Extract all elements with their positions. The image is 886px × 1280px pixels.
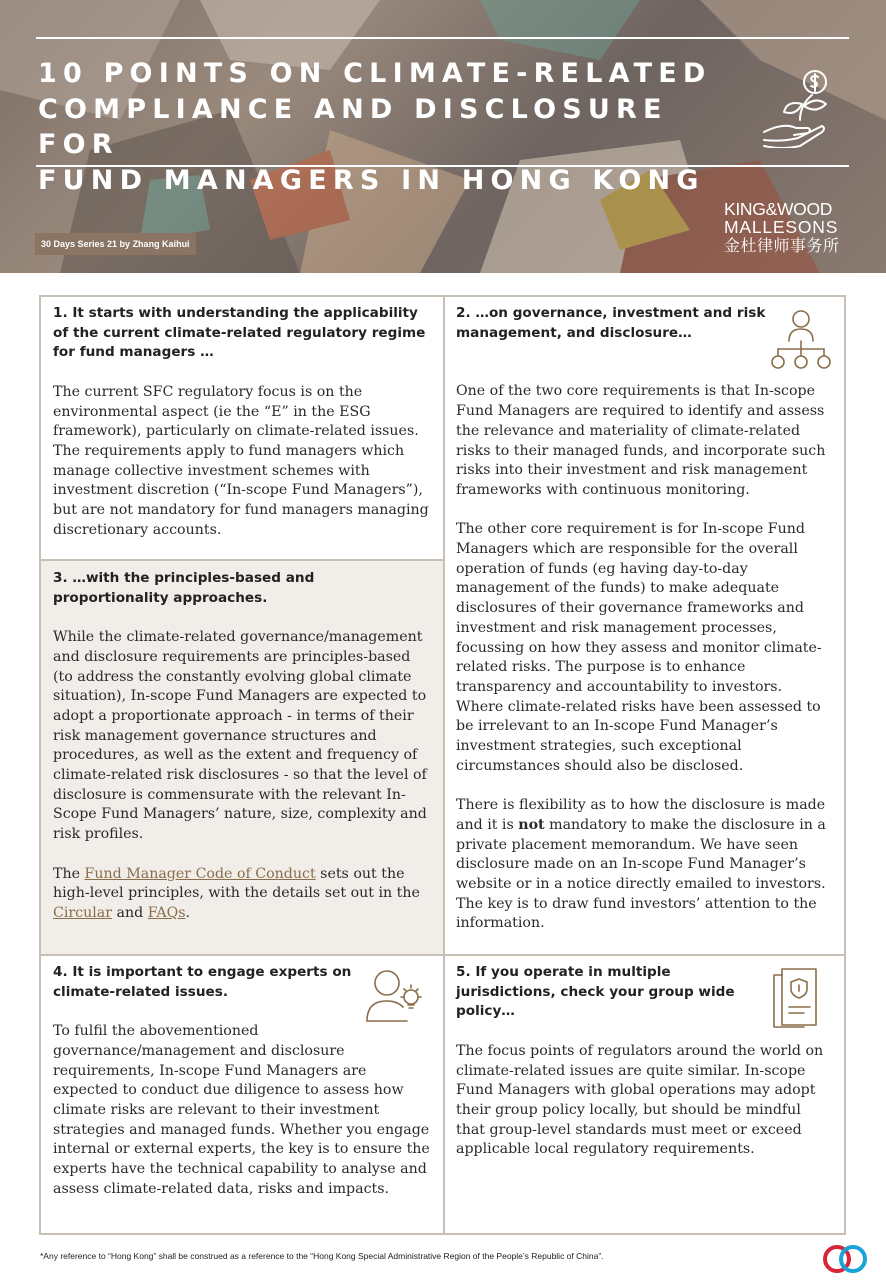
point-1-cell xyxy=(41,297,444,561)
point-3-body: While the climate-related governance/management and disclosure requirements are principles-based (to address the constantly evolving global climate situation), In-scope Fund Managers are expected to adopt a proportionate approach - in terms of their risk management governance structures and procedures, as well as the extent and frequency of climate-related risk disclosures - so that the level of disclosure is commensurate with the relevant In-Scope Fund Managers’ nature, size, complexity and risk profiles. xyxy=(53,629,427,843)
ref-text-1: The xyxy=(53,865,85,882)
series-tag: 30 Days Series 21 by Zhang Kaihui xyxy=(35,233,196,255)
ref-text-2: sets out the high-level principles, with the details set out in the xyxy=(53,865,420,902)
point-2-body-3 xyxy=(456,796,832,934)
point-4-body: To fulfil the abovementioned governance/management and disclosure requirements, In-scope Fund Managers are expected to conduct due diligence to assess how climate risks are relevant to their investment strategies and managed funds. Whether you engage internal or external experts, the key is to ensure the experts have the technical capability to analyse and assess climate-related data, risks and impacts. xyxy=(53,1023,430,1197)
grid-divider-1-3 xyxy=(41,559,444,561)
header-banner xyxy=(0,0,886,273)
circular-link[interactable]: Circular xyxy=(53,904,113,921)
point-3-references xyxy=(53,865,432,924)
point-2-body-1: One of the two core requirements is that In-scope Fund Managers are required to identify and assess the relevance and materiality of climate-related risks to their managed funds, and incorporate such risks into their investment and risk management frameworks with continuous monitoring. xyxy=(456,383,826,498)
point-5-body: The focus points of regulators around the world on climate-related issues are quite similar. In-scope Fund Managers with global operations may adopt their group policy locally, but should be mindful that group-level standards must meet or exceed applicable local regulatory requirements. xyxy=(456,1042,824,1158)
logo-line-3: 金杜律师事务所 xyxy=(724,236,840,255)
banner-rule-top xyxy=(36,37,849,39)
title-line-1: 10 POINTS ON CLIMATE-RELATED xyxy=(38,58,712,89)
money-plant-hand-icon xyxy=(760,68,830,148)
ref-text-3: and xyxy=(112,904,148,921)
point-3-cell xyxy=(41,561,444,955)
p2-emphasis: not xyxy=(518,816,545,833)
policy-document-icon xyxy=(770,965,820,1029)
point-2-body-2: The other core requirement is for In-scope Fund Managers which are responsible for the overall operation of funds (eg having day-to-day management of the funds) to make adequate disclosures of their governance frameworks and investment and risk management processes, focussing on how they assess and monitor climate-related risks. The purpose is to enhance transparency and accountability to investors. Where climate-related risks have been assessed to be irrelevant to an In-scope Fund Manager’s investment strategies, such exceptional circumstances should also be disclosed. xyxy=(456,521,822,774)
expert-idea-icon xyxy=(363,967,423,1023)
kwm-logo xyxy=(724,200,850,256)
kwm-rings-icon xyxy=(820,1243,870,1275)
point-4-heading: 4. It is important to engage experts on climate-related issues. xyxy=(53,964,352,1000)
point-1-body: The current SFC regulatory focus is on the environmental aspect (ie the “E” in the ESG framework), particularly on climate-related issues. The requirements apply to fund managers which manage collective investment schemes with investment discretion (“In-scope Fund Managers”), but are not mandatory for fund managers managing discretionary accounts. xyxy=(53,383,429,538)
logo-line-2: MALLESONS xyxy=(724,217,839,237)
point-5-heading: 5. If you operate in multiple jurisdictions, check your group wide policy… xyxy=(456,964,735,1020)
p2-text-b: mandatory to make the disclosure in a private placement memorandum. We have seen disclosure made on an In-scope Fund Manager’s website or in a notice directly emailed to investors. The key is to draw fund investors’ attention to the information. xyxy=(456,816,826,932)
fund-manager-code-link[interactable]: Fund Manager Code of Conduct xyxy=(84,865,316,882)
p2-text-a: There is flexibility as to how the disclosure is made and it is xyxy=(456,797,826,833)
grid-divider-bottom-row xyxy=(41,954,844,956)
grid-vertical-divider xyxy=(443,297,445,1233)
title-line-3: FUND MANAGERS IN HONG KONG xyxy=(38,164,705,196)
org-chart-icon xyxy=(770,307,832,371)
point-4-cell xyxy=(41,955,444,1233)
points-grid xyxy=(39,295,846,1235)
point-2-heading: 2. …on governance, investment and risk management, and disclosure… xyxy=(456,305,766,341)
point-1-heading: 1. It starts with understanding the applicability of the current climate-related regulatory regime for fund managers … xyxy=(53,305,426,361)
faqs-link[interactable]: FAQs xyxy=(147,904,186,921)
page-title xyxy=(38,56,758,198)
point-3-heading: 3. …with the principles-based and proportionality approaches. xyxy=(53,570,315,606)
point-2-cell xyxy=(444,297,844,955)
ref-text-4: . xyxy=(185,904,191,921)
logo-line-1: KING&WOOD xyxy=(724,199,833,219)
point-5-cell xyxy=(444,955,844,1233)
footnote: *Any reference to “Hong Kong” shall be construed as a reference to the “Hong Kong Special Administrative Region of the People’s Republic of China”. xyxy=(40,1251,604,1261)
title-line-2: COMPLIANCE AND DISCLOSURE FOR xyxy=(38,93,668,160)
